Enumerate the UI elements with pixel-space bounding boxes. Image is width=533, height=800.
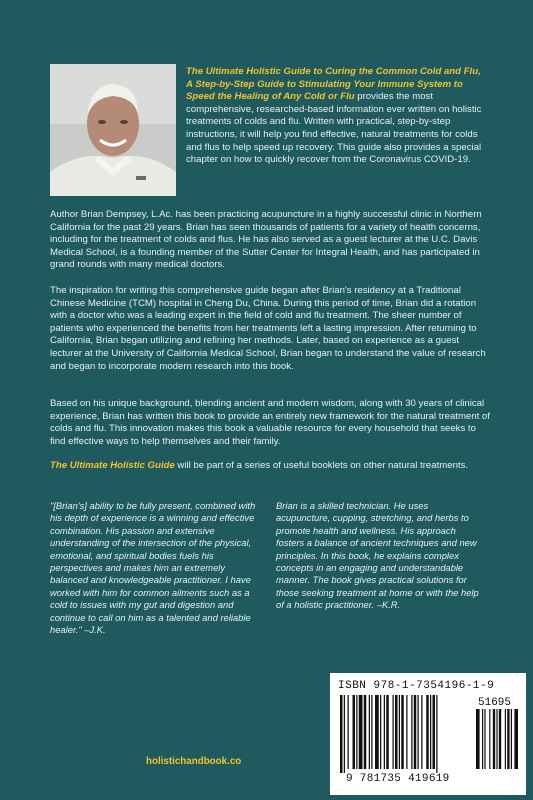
author-paragraph: Author Brian Dempsey, L.Ac. has been practicing acupuncture in a highly successful clinic in Northern California for the past 29 years. Brian has seen thousands of patients for a variety of health concerns, including for the treatment of colds and flus. He has also served as a guest lecturer at the U.C. Davis Medical School, is a founding member of the Sutter Center for Integral Health, and has participated in grand rounds with many medical doctors. xyxy=(50,209,482,271)
intro-body: provides the most comprehensive, researched-based information ever written on holistic treatments of colds and flu. Written with practical, step-by-step instructions, it will help you find effective, natural treatments for colds and flus to help speed up recovery. This guide also provides a special chapter on how to quickly recover from the Coronavirus COVID-19. xyxy=(186,91,482,166)
price-code: 51695 xyxy=(478,697,512,709)
testimonial-jk: "[Brian's] ability to be fully present, combined with his depth of experience is a winning and effective combination. His passion and extensive understanding of the intersection of the physical, emotional, and spiritual bodies fuels his perspectives and makes him an extremely balanced and knowledgeable practitioner. I have worked with him for common ailments such as a cold to issues with my gut and digestion and continue to call on him as a talented and reliable healer." –J.K. xyxy=(50,500,256,636)
intro-paragraph xyxy=(186,66,486,167)
book-title-highlight: The Ultimate Holistic Guide to Curing the Common Cold and Flu, A Step-by-Step Guide to Stimulating Your Immune System to Speed the Healing of Any Cold or Flu xyxy=(186,66,481,103)
series-title-highlight: The Ultimate Holistic Guide xyxy=(50,460,175,471)
background-paragraph: Based on his unique background, blending ancient and modern wisdom, along with 30 years of clinical experience, Brian has written this book to provide an entirely new framework for the natural treatment of colds and flu. This innovation makes this book a valuable resource for every household that seeks to find effective ways to help themselves and their family. xyxy=(50,398,490,447)
series-body: will be part of a series of useful booklets on other natural treatments. xyxy=(174,460,469,471)
website-link[interactable]: holistichandbook.co xyxy=(146,756,242,767)
testimonial-kr: Brian is a skilled technician. He uses acupuncture, cupping, stretching, and herbs to promote health and wellness. His approach fosters a balance of ancient techniques and new principles. In this book, he explains complex concepts in an engaging and understandable manner. The book gives practical solutions for those seeking treatment at home or with the help of a holistic practitioner. –K.R. xyxy=(276,500,479,611)
isbn-barcode-block xyxy=(330,673,526,795)
author-portrait-illustration xyxy=(50,64,176,196)
author-photo xyxy=(50,64,176,196)
barcode-number: 9 781735 419619 xyxy=(346,773,450,785)
isbn-label: ISBN 978-1-7354196-1-9 xyxy=(338,680,495,692)
barcode-bars xyxy=(340,695,518,775)
series-paragraph xyxy=(50,460,490,473)
inspiration-paragraph: The inspiration for writing this comprehensive guide began after Brian's residency at a Traditional Chinese Medicine (TCM) hospital in Cheng Du, China. During this period of time, Brian did a rotation with a doctor who was a leading expert in the field of cold and flu treatment. The sheer number of patients who experienced the benefits from her treatments left a lasting impression. After returning to California, Brian began utilizing and refining her methods. Later, based on experience as a guest lecturer at the University of California Medical School, Brian began to understand the value of research and began to incorporate modern research into this book. xyxy=(50,285,486,372)
